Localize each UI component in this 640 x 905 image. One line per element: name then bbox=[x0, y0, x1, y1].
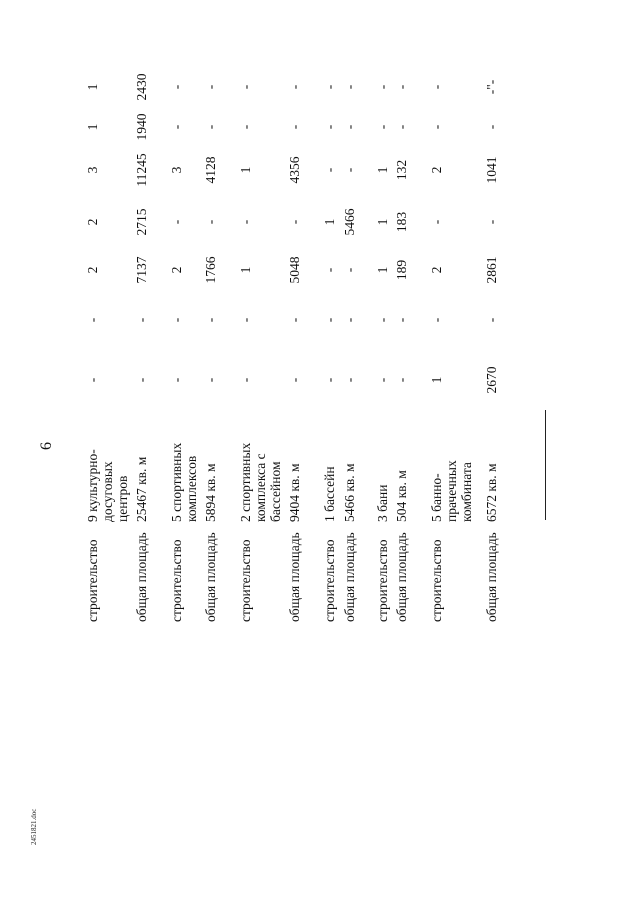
row-value: 3 bbox=[85, 166, 100, 174]
row-description: бассейном bbox=[268, 461, 283, 522]
row-value: 2861 bbox=[484, 256, 499, 284]
row-value: 1 bbox=[429, 376, 444, 384]
row-value: - bbox=[342, 377, 357, 383]
row-label: строительство bbox=[429, 539, 444, 622]
row-value: - bbox=[169, 317, 184, 323]
row-value: - bbox=[169, 84, 184, 90]
page-number: 6 bbox=[38, 442, 55, 450]
row-description: комплексов bbox=[184, 455, 199, 522]
row-value: - bbox=[394, 84, 409, 90]
row-value: - bbox=[287, 219, 302, 225]
row-description: 5 банно- bbox=[429, 473, 444, 522]
row-value: 1 bbox=[238, 166, 253, 174]
row-value: - bbox=[134, 317, 149, 323]
row-label: строительство bbox=[322, 539, 337, 622]
row-value: - bbox=[394, 317, 409, 323]
row-value: - bbox=[287, 84, 302, 90]
row-value: 132 bbox=[394, 159, 409, 181]
row-label: строительство bbox=[375, 539, 390, 622]
row-label: общая площадь bbox=[342, 532, 357, 622]
row-value: - bbox=[342, 124, 357, 130]
row-value: 2715 bbox=[134, 208, 149, 236]
row-value: - bbox=[322, 317, 337, 323]
row-value: 1766 bbox=[203, 256, 218, 284]
row-value: - bbox=[342, 317, 357, 323]
row-value: - bbox=[169, 377, 184, 383]
row-value: -"- bbox=[484, 79, 499, 95]
row-value: 2670 bbox=[484, 366, 499, 394]
row-value: - bbox=[322, 377, 337, 383]
row-label: строительство bbox=[169, 539, 184, 622]
row-value: - bbox=[85, 317, 100, 323]
row-value: - bbox=[322, 124, 337, 130]
row-value: - bbox=[322, 84, 337, 90]
row-value: 1 bbox=[375, 166, 390, 174]
row-description: 6572 кв. м bbox=[484, 463, 499, 522]
row-label: общая площадь bbox=[203, 532, 218, 622]
row-description: комбината bbox=[459, 462, 474, 522]
row-label: общая площадь bbox=[484, 532, 499, 622]
row-value: - bbox=[375, 84, 390, 90]
row-value: - bbox=[238, 219, 253, 225]
row-value: 3 bbox=[169, 166, 184, 174]
row-value: - bbox=[85, 377, 100, 383]
row-value: 2430 bbox=[134, 73, 149, 101]
row-value: 4356 bbox=[287, 156, 302, 184]
row-value: 1 bbox=[375, 266, 390, 274]
row-value: - bbox=[375, 377, 390, 383]
row-value: - bbox=[484, 317, 499, 323]
row-value: - bbox=[287, 377, 302, 383]
row-value: - bbox=[238, 124, 253, 130]
row-value: 2 bbox=[429, 266, 444, 274]
row-value: - bbox=[342, 167, 357, 173]
row-description: 2 спортивных bbox=[238, 442, 253, 522]
row-value: - bbox=[169, 124, 184, 130]
row-value: 1041 bbox=[484, 156, 499, 184]
row-value: - bbox=[429, 124, 444, 130]
row-description: 25467 кв. м bbox=[134, 456, 149, 522]
row-value: - bbox=[238, 377, 253, 383]
row-value: - bbox=[238, 84, 253, 90]
row-value: - bbox=[169, 219, 184, 225]
row-value: 2 bbox=[169, 266, 184, 274]
row-description: 9 культурно- bbox=[85, 449, 100, 522]
row-value: 5048 bbox=[287, 256, 302, 284]
row-description: 5894 кв. м bbox=[203, 463, 218, 522]
footer-filename: 2451821.doc bbox=[30, 808, 38, 845]
row-description: 504 кв. м bbox=[394, 470, 409, 522]
row-description: центров bbox=[115, 475, 130, 522]
row-value: - bbox=[203, 317, 218, 323]
row-description: 9404 кв. м bbox=[287, 463, 302, 522]
row-value: 11245 bbox=[134, 153, 149, 187]
row-value: - bbox=[203, 219, 218, 225]
row-value: 1 bbox=[322, 218, 337, 226]
row-value: - bbox=[429, 84, 444, 90]
row-value: 1 bbox=[238, 266, 253, 274]
row-label: строительство bbox=[85, 539, 100, 622]
row-description: 5466 кв. м bbox=[342, 463, 357, 522]
row-value: - bbox=[322, 167, 337, 173]
row-value: - bbox=[375, 317, 390, 323]
row-value: 2 bbox=[85, 266, 100, 274]
row-value: - bbox=[203, 84, 218, 90]
row-value: 1 bbox=[85, 123, 100, 131]
separator-line bbox=[545, 410, 546, 520]
row-value: - bbox=[203, 377, 218, 383]
row-value: 1 bbox=[85, 83, 100, 91]
row-description: досуговых bbox=[100, 461, 115, 522]
row-description: 1 бассейн bbox=[322, 466, 337, 522]
row-value: - bbox=[375, 124, 390, 130]
row-label: общая площадь bbox=[394, 532, 409, 622]
row-value: - bbox=[287, 317, 302, 323]
row-value: - bbox=[322, 267, 337, 273]
row-description: 5 спортивных bbox=[169, 442, 184, 522]
row-value: 2 bbox=[85, 218, 100, 226]
row-label: строительство bbox=[238, 539, 253, 622]
row-description: прачечных bbox=[444, 460, 459, 522]
row-value: - bbox=[342, 84, 357, 90]
row-value: 1 bbox=[375, 218, 390, 226]
row-value: - bbox=[429, 219, 444, 225]
row-value: - bbox=[484, 124, 499, 130]
row-value: 189 bbox=[394, 259, 409, 281]
row-label: общая площадь bbox=[287, 532, 302, 622]
row-value: 2 bbox=[429, 166, 444, 174]
row-value: - bbox=[429, 317, 444, 323]
row-value: - bbox=[203, 124, 218, 130]
row-value: - bbox=[394, 124, 409, 130]
row-value: - bbox=[287, 124, 302, 130]
row-value: - bbox=[342, 267, 357, 273]
row-value: - bbox=[484, 219, 499, 225]
row-label: общая площадь bbox=[134, 532, 149, 622]
row-value: 7137 bbox=[134, 256, 149, 284]
row-description: 3 бани bbox=[375, 484, 390, 522]
row-value: - bbox=[394, 377, 409, 383]
row-value: 5466 bbox=[342, 208, 357, 236]
row-value: - bbox=[134, 377, 149, 383]
row-value: 1940 bbox=[134, 113, 149, 141]
row-value: 183 bbox=[394, 211, 409, 233]
row-value: 4128 bbox=[203, 156, 218, 184]
row-description: комплекса с bbox=[253, 453, 268, 522]
row-value: - bbox=[238, 317, 253, 323]
